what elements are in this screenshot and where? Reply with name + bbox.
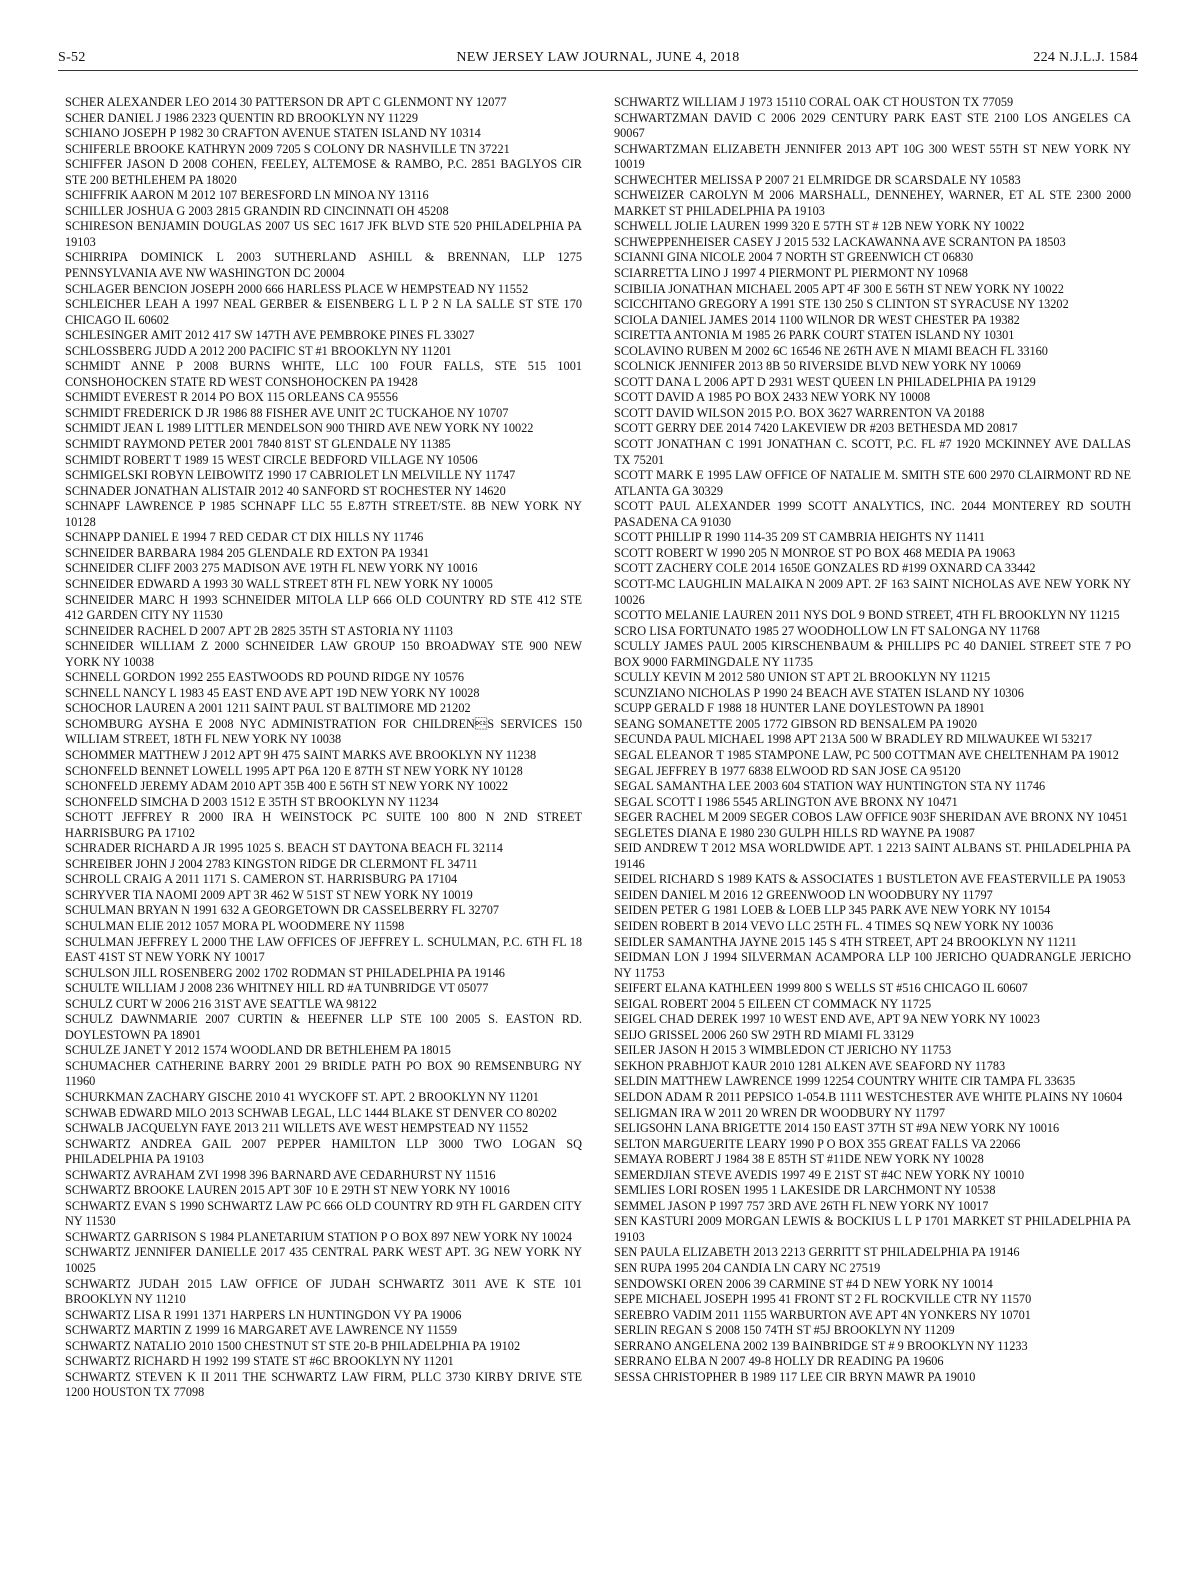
page-header — [58, 48, 1138, 71]
attorney-entry: SCHOMMER MATTHEW J 2012 APT 9H 475 SAINT MARKS AVE BROOKLYN NY 11238 — [65, 747, 537, 762]
attorney-entry: SCHNEIDER RACHEL D 2007 APT 2B 2825 35TH ST ASTORIA NY 11103 — [65, 623, 453, 638]
attorney-entry: SCHWECHTER MELISSA P 2007 21 ELMRIDGE DR SCARSDALE NY 10583 — [614, 172, 1021, 187]
attorney-entry: SCOTT ROBERT W 1990 205 N MONROE ST PO BOX 468 MEDIA PA 19063 — [614, 545, 1016, 560]
listing-columns — [65, 95, 1131, 1545]
attorney-entry: SEIGEL CHAD DEREK 1997 10 WEST END AVE, APT 9A NEW YORK NY 10023 — [614, 1012, 1040, 1027]
attorney-entry: SECUNDA PAUL MICHAEL 1998 APT 213A 500 W BRADLEY RD MILWAUKEE WI 53217 — [614, 732, 1092, 747]
attorney-entry: SEGAL ELEANOR T 1985 STAMPONE LAW, PC 500 COTTMAN AVE CHELTENHAM PA 19012 — [614, 747, 1119, 762]
attorney-entry: SCHWARTZ ANDREA GAIL 2007 PEPPER HAMILTON LLP 3000 TWO LOGAN SQ PHILADELPHIA PA 19103 — [65, 1136, 582, 1167]
attorney-entry: SCHIFFRIK AARON M 2012 107 BERESFORD LN MINOA NY 13116 — [65, 188, 429, 203]
attorney-entry: SCHWELL JOLIE LAUREN 1999 320 E 57TH ST # 12B NEW YORK NY 10022 — [614, 219, 1025, 234]
attorney-entry: SCHWARTZ RICHARD H 1992 199 STATE ST #6C BROOKLYN NY 11201 — [65, 1354, 454, 1369]
attorney-entry: SEN RUPA 1995 204 CANDIA LN CARY NC 27519 — [614, 1261, 881, 1276]
attorney-entry: SEIJO GRISSEL 2006 260 SW 29TH RD MIAMI FL 33129 — [614, 1027, 914, 1042]
attorney-entry: SCHMIDT ROBERT T 1989 15 WEST CIRCLE BEDFORD VILLAGE NY 10506 — [65, 452, 478, 467]
attorney-entry: SCHWARTZ JUDAH 2015 LAW OFFICE OF JUDAH SCHWARTZ 3011 AVE K STE 101 BROOKLYN NY 11210 — [65, 1276, 582, 1307]
attorney-entry: SCHWARTZ AVRAHAM ZVI 1998 396 BARNARD AVE CEDARHURST NY 11516 — [65, 1167, 496, 1182]
attorney-entry: SCHOTT JEFFREY R 2000 IRA H WEINSTOCK PC SUITE 100 800 N 2ND STREET HARRISBURG PA 17102 — [65, 810, 582, 840]
left-column — [65, 95, 582, 1545]
attorney-entry: SCHLOSSBERG JUDD A 2012 200 PACIFIC ST #1 BROOKLYN NY 11201 — [65, 343, 452, 358]
attorney-entry: SERRANO ELBA N 2007 49-8 HOLLY DR READING PA 19606 — [614, 1354, 944, 1369]
attorney-entry: SCHWARTZ WILLIAM J 1973 15110 CORAL OAK CT HOUSTON TX 77059 — [614, 95, 1014, 109]
attorney-entry: SCHIANO JOSEPH P 1982 30 CRAFTON AVENUE STATEN ISLAND NY 10314 — [65, 126, 481, 141]
attorney-entry: SEKHON PRABHJOT KAUR 2010 1281 ALKEN AVE SEAFORD NY 11783 — [614, 1058, 1006, 1073]
attorney-entry: SCHIFFER JASON D 2008 COHEN, FEELEY, ALTEMOSE & RAMBO, P.C. 2851 BAGLYOS CIR STE 200 BETHLEHEM PA 18020 — [65, 157, 582, 187]
attorney-entry: SEGAL SAMANTHA LEE 2003 604 STATION WAY HUNTINGTON STA NY 11746 — [614, 779, 1046, 794]
attorney-entry: SCHWEIZER CAROLYN M 2006 MARSHALL, DENNEHEY, WARNER, ET AL STE 2300 2000 MARKET ST PHILADELPHIA PA 19103 — [614, 188, 1131, 218]
attorney-entry: SEGAL JEFFREY B 1977 6838 ELWOOD RD SAN JOSE CA 95120 — [614, 763, 961, 778]
attorney-entry: SCIRETTA ANTONIA M 1985 26 PARK COURT STATEN ISLAND NY 10301 — [614, 328, 1015, 343]
attorney-entry: SCOTT DAVID WILSON 2015 P.O. BOX 3627 WARRENTON VA 20188 — [614, 405, 985, 420]
attorney-entry: SCOLNICK JENNIFER 2013 8B 50 RIVERSIDE BLVD NEW YORK NY 10069 — [614, 359, 1021, 374]
attorney-entry: SCOTT JONATHAN C 1991 JONATHAN C. SCOTT, P.C. FL #7 1920 MCKINNEY AVE DALLAS TX 75201 — [614, 437, 1131, 467]
attorney-entry: SCHNELL NANCY L 1983 45 EAST END AVE APT 19D NEW YORK NY 10028 — [65, 685, 480, 700]
attorney-entry: SCIARRETTA LINO J 1997 4 PIERMONT PL PIERMONT NY 10968 — [614, 266, 968, 281]
attorney-entry: SEMMEL JASON P 1997 757 3RD AVE 26TH FL NEW YORK NY 10017 — [614, 1198, 989, 1213]
attorney-entry: SCHNEIDER WILLIAM Z 2000 SCHNEIDER LAW GROUP 150 BROADWAY STE 900 NEW YORK NY 10038 — [65, 639, 582, 669]
attorney-entry: SCHULZ CURT W 2006 216 31ST AVE SEATTLE WA 98122 — [65, 996, 377, 1011]
attorney-entry: SEIDMAN LON J 1994 SILVERMAN ACAMPORA LLP 100 JERICHO QUADRANGLE JERICHO NY 11753 — [614, 950, 1131, 980]
attorney-entry: SEGER RACHEL M 2009 SEGER COBOS LAW OFFICE 903F SHERIDAN AVE BRONX NY 10451 — [614, 810, 1128, 825]
attorney-entry: SEIDLER SAMANTHA JAYNE 2015 145 S 4TH STREET, APT 24 BROOKLYN NY 11211 — [614, 934, 1077, 949]
attorney-entry: SCIBILIA JONATHAN MICHAEL 2005 APT 4F 300 E 56TH ST NEW YORK NY 10022 — [614, 281, 1064, 296]
attorney-entry: SCHULMAN ELIE 2012 1057 MORA PL WOODMERE NY 11598 — [65, 918, 405, 933]
attorney-entry: SEPE MICHAEL JOSEPH 1995 41 FRONT ST 2 FL ROCKVILLE CTR NY 11570 — [614, 1292, 1032, 1307]
attorney-entry: SCHNEIDER EDWARD A 1993 30 WALL STREET 8TH FL NEW YORK NY 10005 — [65, 576, 493, 591]
attorney-entry: SCHMIDT ANNE P 2008 BURNS WHITE, LLC 100 FOUR FALLS, STE 515 1001 CONSHOHOCKEN STATE RD WEST CONSHOHOCKEN PA 19428 — [65, 359, 582, 389]
attorney-entry: SCHER DANIEL J 1986 2323 QUENTIN RD BROOKLYN NY 11229 — [65, 110, 418, 125]
attorney-entry: SCHROLL CRAIG A 2011 1171 S. CAMERON ST. HARRISBURG PA 17104 — [65, 872, 458, 887]
attorney-entry: SCHONFELD JEREMY ADAM 2010 APT 35B 400 E 56TH ST NEW YORK NY 10022 — [65, 779, 509, 794]
attorney-entry: SENDOWSKI OREN 2006 39 CARMINE ST #4 D NEW YORK NY 10014 — [614, 1276, 993, 1291]
attorney-entry: SCRO LISA FORTUNATO 1985 27 WOODHOLLOW LN FT SALONGA NY 11768 — [614, 623, 1040, 638]
publication-title: NEW JERSEY LAW JOURNAL, JUNE 4, 2018 — [456, 50, 740, 65]
right-column — [614, 95, 1131, 1545]
attorney-entry: SCHMIGELSKI ROBYN LEIBOWITZ 1990 17 CABRIOLET LN MELVILLE NY 11747 — [65, 468, 516, 483]
attorney-entry: SCULLY KEVIN M 2012 580 UNION ST APT 2L BROOKLYN NY 11215 — [614, 670, 991, 685]
attorney-entry: SCHWARTZ LISA R 1991 1371 HARPERS LN HUNTINGDON VY PA 19006 — [65, 1307, 462, 1322]
attorney-entry: SCHNAPP DANIEL E 1994 7 RED CEDAR CT DIX HILLS NY 11746 — [65, 530, 424, 545]
attorney-entry: SCHLEICHER LEAH A 1997 NEAL GERBER & EISENBERG L L P 2 N LA SALLE ST STE 170 CHICAGO IL 60602 — [65, 297, 582, 327]
attorney-entry: SCHURKMAN ZACHARY GISCHE 2010 41 WYCKOFF ST. APT. 2 BROOKLYN NY 11201 — [65, 1090, 539, 1104]
attorney-entry: SCHNAPF LAWRENCE P 1985 SCHNAPF LLC 55 E.87TH STREET/STE. 8B NEW YORK NY 10128 — [65, 499, 582, 529]
attorney-entry: SELTON MARGUERITE LEARY 1990 P O BOX 355 GREAT FALLS VA 22066 — [614, 1136, 1021, 1151]
attorney-entry: SCOLAVINO RUBEN M 2002 6C 16546 NE 26TH AVE N MIAMI BEACH FL 33160 — [614, 343, 1048, 358]
attorney-entry: SCICCHITANO GREGORY A 1991 STE 130 250 S CLINTON ST SYRACUSE NY 13202 — [614, 297, 1069, 312]
attorney-entry: SEANG SOMANETTE 2005 1772 GIBSON RD BENSALEM PA 19020 — [614, 716, 978, 731]
attorney-entry: SCHONFELD BENNET LOWELL 1995 APT P6A 120 E 87TH ST NEW YORK NY 10128 — [65, 763, 523, 778]
attorney-entry: SCHULZ DAWNMARIE 2007 CURTIN & HEEFNER LLP STE 100 2005 S. EASTON RD. DOYLESTOWN PA 18901 — [65, 1012, 582, 1042]
attorney-entry: SEMERDJIAN STEVE AVEDIS 1997 49 E 21ST ST #4C NEW YORK NY 10010 — [614, 1167, 1025, 1182]
attorney-entry: SCOTT DAVID A 1985 PO BOX 2433 NEW YORK NY 10008 — [614, 390, 931, 405]
attorney-entry: SCUPP GERALD F 1988 18 HUNTER LANE DOYLESTOWN PA 18901 — [614, 701, 985, 716]
attorney-entry: SESSA CHRISTOPHER B 1989 117 LEE CIR BRYN MAWR PA 19010 — [614, 1369, 976, 1384]
attorney-entry: SCOTT DANA L 2006 APT D 2931 WEST QUEEN LN PHILADELPHIA PA 19129 — [614, 374, 1036, 389]
attorney-entry: SCOTT GERRY DEE 2014 7420 LAKEVIEW DR #203 BETHESDA MD 20817 — [614, 421, 1018, 436]
attorney-entry: SCHWARTZMAN DAVID C 2006 2029 CENTURY PARK EAST STE 2100 LOS ANGELES CA 90067 — [614, 110, 1131, 141]
attorney-entry: SELDON ADAM R 2011 PEPSICO 1-054.B 1111 WESTCHESTER AVE WHITE PLAINS NY 10604 — [614, 1090, 1123, 1104]
attorney-entry: SCHWARTZ BROOKE LAUREN 2015 APT 30F 10 E 29TH ST NEW YORK NY 10016 — [65, 1183, 510, 1198]
attorney-entry: SEGLETES DIANA E 1980 230 GULPH HILLS RD WAYNE PA 19087 — [614, 825, 975, 840]
attorney-entry: SEIFERT ELANA KATHLEEN 1999 800 S WELLS ST #516 CHICAGO IL 60607 — [614, 981, 1028, 996]
attorney-entry: SCHWARTZ EVAN S 1990 SCHWARTZ LAW PC 666 OLD COUNTRY RD 9TH FL GARDEN CITY NY 11530 — [65, 1198, 582, 1229]
attorney-entry: SCULLY JAMES PAUL 2005 KIRSCHENBAUM & PHILLIPS PC 40 DANIEL STREET STE 7 PO BOX 9000 FARMINGDALE NY 11735 — [614, 639, 1131, 669]
attorney-entry: SERLIN REGAN S 2008 150 74TH ST #5J BROOKLYN NY 11209 — [614, 1323, 955, 1338]
attorney-entry: SEIDEL RICHARD S 1989 KATS & ASSOCIATES 1 BUSTLETON AVE FEASTERVILLE PA 19053 — [614, 872, 1126, 887]
attorney-entry: SEIDEN PETER G 1981 LOEB & LOEB LLP 345 PARK AVE NEW YORK NY 10154 — [614, 903, 1051, 918]
page-number: S-52 — [58, 50, 86, 65]
attorney-entry: SCHULZE JANET Y 2012 1574 WOODLAND DR BETHLEHEM PA 18015 — [65, 1043, 451, 1058]
attorney-entry: SCHLAGER BENCION JOSEPH 2000 666 HARLESS PLACE W HEMPSTEAD NY 11552 — [65, 281, 529, 296]
attorney-entry: SEIDEN DANIEL M 2016 12 GREENWOOD LN WOODBURY NY 11797 — [614, 887, 993, 902]
attorney-entry: SCHIFERLE BROOKE KATHRYN 2009 7205 S COLONY DR NASHVILLE TN 37221 — [65, 141, 510, 156]
attorney-entry: SCHOMBURG AYSHA E 2008 NYC ADMINISTRATION FOR CHILDRENS SERVICES 150 WILLIAM STREET, 18TH FL NEW YORK NY 10038 — [65, 716, 582, 747]
attorney-entry: SCHWARTZ STEVEN K II 2011 THE SCHWARTZ LAW FIRM, PLLC 3730 KIRBY DRIVE STE 1200 HOUSTON TX 77098 — [65, 1369, 582, 1400]
attorney-entry: SCOTTO MELANIE LAUREN 2011 NYS DOL 9 BOND STREET, 4TH FL BROOKLYN NY 11215 — [614, 608, 1120, 623]
attorney-entry: SCHNEIDER BARBARA 1984 205 GLENDALE RD EXTON PA 19341 — [65, 545, 430, 560]
attorney-entry: SELIGSOHN LANA BRIGETTE 2014 150 EAST 37TH ST #9A NEW YORK NY 10016 — [614, 1121, 1060, 1136]
attorney-entry: SCHLESINGER AMIT 2012 417 SW 147TH AVE PEMBROKE PINES FL 33027 — [65, 328, 475, 343]
attorney-entry: SCHIRESON BENJAMIN DOUGLAS 2007 US SEC 1617 JFK BLVD STE 520 PHILADELPHIA PA 19103 — [65, 219, 582, 249]
attorney-entry: SCHULTE WILLIAM J 2008 236 WHITNEY HILL RD #A TUNBRIDGE VT 05077 — [65, 981, 489, 996]
attorney-entry: SCHRADER RICHARD A JR 1995 1025 S. BEACH ST DAYTONA BEACH FL 32114 — [65, 841, 503, 856]
attorney-entry: SCHWEPPENHEISER CASEY J 2015 532 LACKAWANNA AVE SCRANTON PA 18503 — [614, 234, 1066, 249]
attorney-entry: SEILER JASON H 2015 3 WIMBLEDON CT JERICHO NY 11753 — [614, 1043, 952, 1058]
attorney-entry: SEN PAULA ELIZABETH 2013 2213 GERRITT ST PHILADELPHIA PA 19146 — [614, 1245, 1020, 1260]
attorney-entry: SERRANO ANGELENA 2002 139 BAINBRIDGE ST # 9 BROOKLYN NY 11233 — [614, 1338, 1028, 1353]
attorney-entry: SCHWARTZ GARRISON S 1984 PLANETARIUM STATION P O BOX 897 NEW YORK NY 10024 — [65, 1229, 573, 1244]
attorney-entry: SCHULMAN JEFFREY L 2000 THE LAW OFFICES OF JEFFREY L. SCHULMAN, P.C. 6TH FL 18 EAST 41ST ST NEW YORK NY 10017 — [65, 934, 582, 965]
attorney-entry: SCHRYVER TIA NAOMI 2009 APT 3R 462 W 51ST ST NEW YORK NY 10019 — [65, 887, 473, 902]
attorney-entry: SCHWAB EDWARD MILO 2013 SCHWAB LEGAL, LLC 1444 BLAKE ST DENVER CO 80202 — [65, 1105, 557, 1120]
attorney-entry: SCHMIDT JEAN L 1989 LITTLER MENDELSON 900 THIRD AVE NEW YORK NY 10022 — [65, 421, 534, 436]
attorney-entry: SCHONFELD SIMCHA D 2003 1512 E 35TH ST BROOKLYN NY 11234 — [65, 794, 439, 809]
attorney-entry: SCOTT PHILLIP R 1990 114-35 209 ST CAMBRIA HEIGHTS NY 11411 — [614, 530, 985, 545]
citation: 224 N.J.L.J. 1584 — [1033, 50, 1138, 65]
attorney-entry: SCHILLER JOSHUA G 2003 2815 GRANDIN RD CINCINNATI OH 45208 — [65, 203, 449, 218]
attorney-entry: SCHER ALEXANDER LEO 2014 30 PATTERSON DR APT C GLENMONT NY 12077 — [65, 95, 507, 109]
attorney-entry: SEGAL SCOTT I 1986 5545 ARLINGTON AVE BRONX NY 10471 — [614, 794, 958, 809]
attorney-entry: SCUNZIANO NICHOLAS P 1990 24 BEACH AVE STATEN ISLAND NY 10306 — [614, 685, 1024, 700]
attorney-entry: SCIANNI GINA NICOLE 2004 7 NORTH ST GREENWICH CT 06830 — [614, 250, 974, 265]
attorney-entry: SCHMIDT EVEREST R 2014 PO BOX 115 ORLEANS CA 95556 — [65, 390, 398, 405]
attorney-entry: SEMLIES LORI ROSEN 1995 1 LAKESIDE DR LARCHMONT NY 10538 — [614, 1183, 996, 1198]
attorney-entry: SCHUMACHER CATHERINE BARRY 2001 29 BRIDLE PATH PO BOX 90 REMSENBURG NY 11960 — [65, 1058, 582, 1089]
attorney-entry: SCHNADER JONATHAN ALISTAIR 2012 40 SANFORD ST ROCHESTER NY 14620 — [65, 483, 506, 498]
attorney-entry: SCHNEIDER MARC H 1993 SCHNEIDER MITOLA LLP 666 OLD COUNTRY RD STE 412 STE 412 GARDEN CITY NY 11530 — [65, 592, 582, 623]
attorney-entry: SELDIN MATTHEW LAWRENCE 1999 12254 COUNTRY WHITE CIR TAMPA FL 33635 — [614, 1074, 1076, 1089]
attorney-entry: SCHMIDT FREDERICK D JR 1986 88 FISHER AVE UNIT 2C TUCKAHOE NY 10707 — [65, 405, 509, 420]
attorney-entry: SCHNEIDER CLIFF 2003 275 MADISON AVE 19TH FL NEW YORK NY 10016 — [65, 561, 478, 576]
attorney-entry: SCHNELL GORDON 1992 255 EASTWOODS RD POUND RIDGE NY 10576 — [65, 670, 465, 685]
attorney-entry: SCOTT-MC LAUGHLIN MALAIKA N 2009 APT. 2F 163 SAINT NICHOLAS AVE NEW YORK NY 10026 — [614, 576, 1131, 607]
attorney-entry: SEIGAL ROBERT 2004 5 EILEEN CT COMMACK NY 11725 — [614, 996, 932, 1011]
attorney-entry: SCOTT PAUL ALEXANDER 1999 SCOTT ANALYTICS, INC. 2044 MONTEREY RD SOUTH PASADENA CA 91030 — [614, 499, 1131, 529]
attorney-entry: SCIOLA DANIEL JAMES 2014 1100 WILNOR DR WEST CHESTER PA 19382 — [614, 312, 1020, 327]
attorney-entry: SCHWALB JACQUELYN FAYE 2013 211 WILLETS AVE WEST HEMPSTEAD NY 11552 — [65, 1121, 529, 1136]
attorney-entry: SEMAYA ROBERT J 1984 38 E 85TH ST #11DE NEW YORK NY 10028 — [614, 1152, 984, 1167]
attorney-entry: SEID ANDREW T 2012 MSA WORLDWIDE APT. 1 2213 SAINT ALBANS ST. PHILADELPHIA PA 19146 — [614, 841, 1131, 871]
attorney-entry: SEREBRO VADIM 2011 1155 WARBURTON AVE APT 4N YONKERS NY 10701 — [614, 1307, 1031, 1322]
attorney-entry: SEN KASTURI 2009 MORGAN LEWIS & BOCKIUS L L P 1701 MARKET ST PHILADELPHIA PA 19103 — [614, 1214, 1131, 1244]
attorney-entry: SCHULMAN BRYAN N 1991 632 A GEORGETOWN DR CASSELBERRY FL 32707 — [65, 903, 500, 918]
attorney-entry: SCHWARTZMAN ELIZABETH JENNIFER 2013 APT 10G 300 WEST 55TH ST NEW YORK NY 10019 — [614, 141, 1131, 172]
attorney-entry: SCHWARTZ JENNIFER DANIELLE 2017 435 CENTRAL PARK WEST APT. 3G NEW YORK NY 10025 — [65, 1245, 582, 1276]
attorney-entry: SCHWARTZ NATALIO 2010 1500 CHESTNUT ST STE 20-B PHILADELPHIA PA 19102 — [65, 1338, 521, 1353]
attorney-entry: SCOTT ZACHERY COLE 2014 1650E GONZALES RD #199 OXNARD CA 33442 — [614, 561, 1036, 576]
attorney-entry: SCHWARTZ MARTIN Z 1999 16 MARGARET AVE LAWRENCE NY 11559 — [65, 1323, 458, 1338]
attorney-entry: SCHOCHOR LAUREN A 2001 1211 SAINT PAUL ST BALTIMORE MD 21202 — [65, 701, 471, 716]
attorney-entry: SCOTT MARK E 1995 LAW OFFICE OF NATALIE M. SMITH STE 600 2970 CLAIRMONT RD NE ATLANTA GA 30329 — [614, 468, 1131, 498]
attorney-entry: SCHIRRIPA DOMINICK L 2003 SUTHERLAND ASHILL & BRENNAN, LLP 1275 PENNSYLVANIA AVE NW WASHINGTON DC 20004 — [65, 250, 582, 281]
attorney-entry: SCHULSON JILL ROSENBERG 2002 1702 RODMAN ST PHILADELPHIA PA 19146 — [65, 965, 505, 980]
attorney-entry: SELIGMAN IRA W 2011 20 WREN DR WOODBURY NY 11797 — [614, 1105, 945, 1120]
attorney-entry: SCHREIBER JOHN J 2004 2783 KINGSTON RIDGE DR CLERMONT FL 34711 — [65, 856, 478, 871]
attorney-entry: SEIDEN ROBERT B 2014 VEVO LLC 25TH FL. 4 TIMES SQ NEW YORK NY 10036 — [614, 918, 1054, 933]
attorney-entry: SCHMIDT RAYMOND PETER 2001 7840 81ST ST GLENDALE NY 11385 — [65, 437, 451, 452]
